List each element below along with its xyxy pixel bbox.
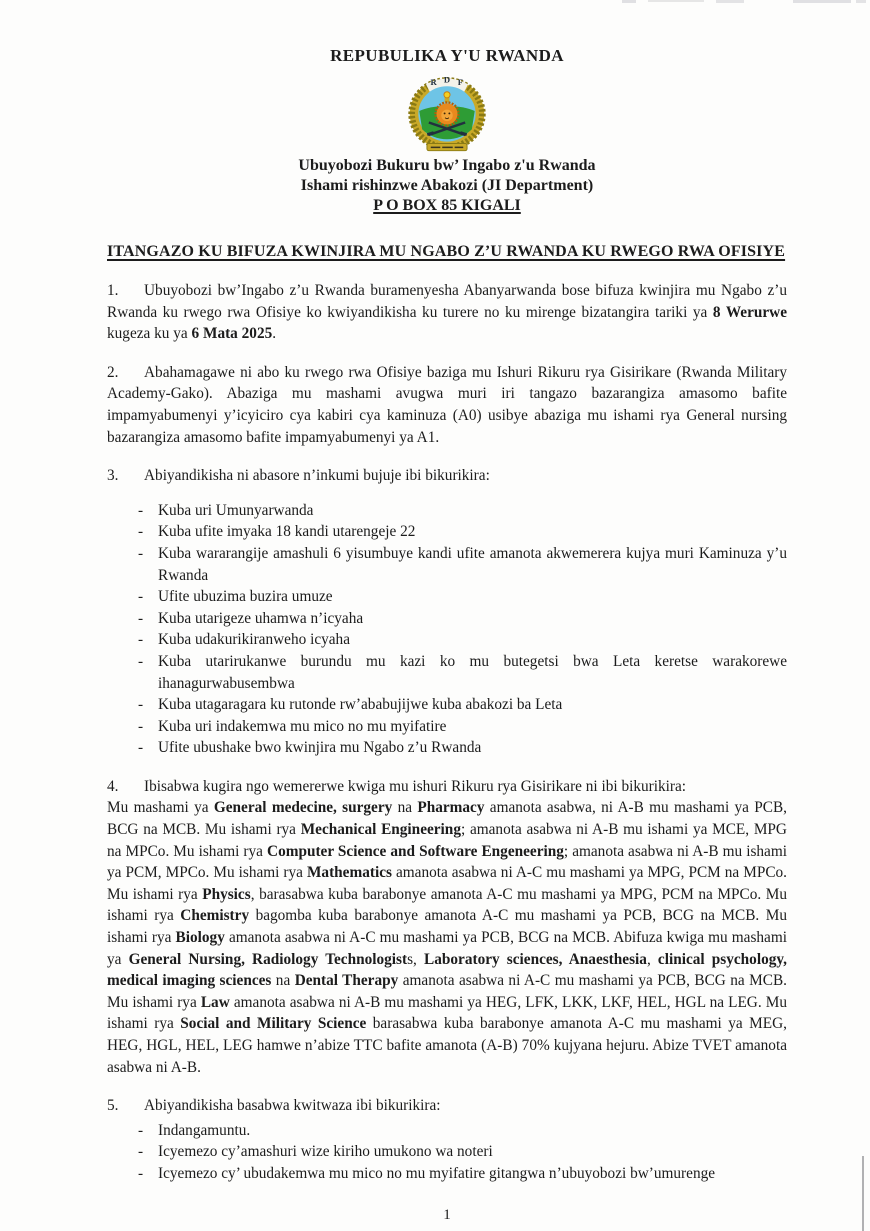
list-item <box>138 716 787 738</box>
list-item-text <box>158 586 787 608</box>
list-item <box>138 500 787 522</box>
text-run: na <box>392 799 418 817</box>
bold-text-run: Physics <box>202 885 251 903</box>
text-run: ; amanota asabwa ni A-B mu ishami ya MCE, MPG na MPCo. Mu ishami rya <box>107 821 787 860</box>
paragraph-number: 1. <box>107 282 119 299</box>
bold-text-run: Laboratory sciences, Anaesthesia <box>424 950 647 968</box>
list-item <box>138 629 787 651</box>
bold-text-run: Mechanical Engineering <box>300 821 461 839</box>
organization-line-2: Ishami rishinzwe Abakozi (JI Department) <box>300 177 594 194</box>
organization-line-1: Ubuyobozi Bukuru bw’ Ingabo z'u Rwanda <box>298 157 596 174</box>
list-item <box>138 694 787 716</box>
numbered-paragraph <box>107 1095 787 1117</box>
text-run: Abiyandikisha basabwa kwitwaza ibi bikurikira: <box>144 1097 441 1115</box>
text-run: amanota asabwa ni A-C mu mashami ya MPG, PCM na MPCo. Mu ishami rya <box>107 864 787 903</box>
text-run: Kuba uri Umunyarwanda <box>158 501 314 519</box>
dash-bullet: - <box>138 631 144 649</box>
dash-bullet: - <box>138 1121 144 1139</box>
bold-text-run: Dental Therapy <box>294 972 399 990</box>
list-item-text <box>158 521 787 543</box>
bullet-list <box>107 1120 787 1185</box>
dash-bullet: - <box>138 717 144 735</box>
scan-artifact-right-edge <box>862 1156 864 1231</box>
text-run: amanota asabwa ni A-C mu mashami ya PCB, BCG na MCB. Abifuza kwiga mu mashami ya <box>107 929 787 968</box>
dash-bullet: - <box>138 523 144 541</box>
dash-bullet: - <box>138 544 144 562</box>
bold-text-run: Biology <box>175 929 225 947</box>
paragraph-number: 2. <box>107 363 119 381</box>
dash-bullet: - <box>138 652 144 670</box>
text-run: Kuba uri indakemwa mu mico no mu myifatire <box>158 717 447 735</box>
list-item <box>138 737 787 759</box>
text-run: s, <box>407 950 425 968</box>
bold-text-run: Computer Science and Software Engeneering <box>267 842 564 860</box>
text-run: Ibisabwa kugira ngo wemererwe kwiga mu ishuri Rikuru rya Gisirikare ni ibi bikurikira: <box>144 777 687 795</box>
text-run: , <box>646 950 658 968</box>
bullet-list <box>107 500 787 759</box>
text-run: . <box>272 325 277 343</box>
bold-text-run: clinical psychology, medical imaging sciences <box>107 950 788 990</box>
text-run: Kuba udakurikiranweho icyaha <box>158 631 350 649</box>
numbered-paragraph <box>107 465 787 487</box>
text-run: Kuba utarirukanwe burundu mu kazi ko mu butegetsi bwa Leta keretse warakorewe ihanagurwabusembwa <box>158 652 787 692</box>
bold-text-run: Law <box>200 993 230 1011</box>
text-run: Mu mashami ya <box>107 799 214 817</box>
bold-text-run: General medecine, surgery <box>213 799 393 817</box>
svg-text:R: R <box>430 77 437 88</box>
page-number: 1 <box>443 1206 451 1223</box>
list-item <box>138 1163 787 1185</box>
bold-text-run: Mathematics <box>306 864 392 882</box>
text-run: barasabwa kuba barabonye amanota A-C mu mashami ya MEG, HEG, HGL, HEL, LEG hamwe n’abize TTC bafite amanota (A-B) 70% kujyana hejuru. Abize TVET amanota asabwa ni A-B. <box>107 1015 787 1076</box>
text-run: amanota asabwa, ni A-B mu mashami ya PCB, BCG na MCB. Mu ishami rya <box>107 799 787 839</box>
list-item <box>138 521 787 543</box>
svg-text:D: D <box>443 74 451 85</box>
dash-bullet: - <box>138 1164 144 1182</box>
numbered-paragraph <box>107 362 787 448</box>
text-run: Ubuyobozi bw’Ingabo z’u Rwanda buramenyesha Abanyarwanda bose bifuza kwinjira mu Ngabo z’u Rwanda ku rwego rwa Ofisiye ko kwiyandikisha ku turere no ku mirenge bizatangira tariki ya <box>107 282 787 321</box>
paragraph-number: 4. <box>107 777 119 795</box>
text-run: Kuba utarigeze uhamwa n’icyaha <box>158 609 364 627</box>
text-run: Icyemezo cy’ ubudakemwa mu mico no mu myifatire gitangwa n’ubuyobozi bw’umurenge <box>158 1164 716 1182</box>
list-item-text <box>158 1163 787 1185</box>
list-item-text <box>158 1141 787 1163</box>
svg-text:F: F <box>457 77 464 88</box>
text-run: amanota asabwa ni A-B mu mashami ya HEG, LFK, LKK, LKF, HEL, HGL na LEG. Mu ishami rya <box>107 993 787 1033</box>
dash-bullet: - <box>138 696 144 714</box>
list-item-text <box>158 629 787 651</box>
list-item-text <box>158 651 787 694</box>
document-content <box>107 0 787 1224</box>
list-item-text <box>158 543 787 586</box>
list-item <box>138 1141 787 1163</box>
text-run: Kuba wararangije amashuli 6 yisumbuye kandi ufite amanota akwemerera kujya muri Kaminuza y’u Rwanda <box>158 544 787 584</box>
text-run: Kuba utagaragara ku rutonde rw’ababujijwe kuba abakozi ba Leta <box>158 696 563 714</box>
dash-bullet: - <box>138 588 144 606</box>
list-item <box>138 1120 787 1142</box>
list-item-text <box>158 716 787 738</box>
text-run: Ufite ubuzima buzira umuze <box>158 588 333 606</box>
list-item-text <box>158 694 787 716</box>
text-run: , barasabwa kuba barabonye amanota A-C mu mashami ya MPG, PCM na MPCo. Mu ishami rya <box>107 885 787 925</box>
bold-text-run: 8 Werurwe <box>712 303 787 321</box>
bold-text-run: General Nursing, Radiology Technologist <box>128 950 408 968</box>
dash-bullet: - <box>138 501 144 519</box>
text-run: Abiyandikisha ni abasore n’inkumi bujuje ibi bikurikira: <box>144 467 490 485</box>
text-run: Icyemezo cy’amashuri wize kiriho umukono wa noteri <box>158 1143 493 1161</box>
numbered-paragraph <box>107 280 787 345</box>
document-body <box>107 280 787 1185</box>
text-run: kugeza ku ya <box>107 325 192 343</box>
paragraph-number: 5. <box>107 1097 119 1115</box>
dash-bullet: - <box>138 1143 144 1161</box>
numbered-paragraph <box>107 776 787 1078</box>
text-run: Indangamuntu. <box>158 1121 251 1139</box>
scan-artifact-top-edge <box>856 0 866 3</box>
po-box-line: P O BOX 85 KIGALI <box>373 197 521 214</box>
text-run: na <box>271 972 295 990</box>
text-run: amanota asabwa ni A-C mu mashami ya PCB, BCG na MCB. Mu ishami rya <box>107 972 787 1011</box>
bold-text-run: 6 Mata 2025 <box>191 325 273 343</box>
text-run: bagomba kuba barabonye amanota A-C mu mashami ya PCB, BCG na MCB. Mu ishami rya <box>107 907 787 947</box>
list-item-text <box>158 608 787 630</box>
scan-artifact-top-edge <box>793 0 851 3</box>
dash-bullet: - <box>138 609 144 627</box>
text-run: ; amanota asabwa ni A-B mu ishami ya PCM, MPCo. Mu ishami rya <box>107 842 787 882</box>
list-item <box>138 543 787 586</box>
bold-text-run: Social and Military Science <box>180 1015 367 1033</box>
text-run: Abahamagawe ni abo ku rwego rwa Ofisiye baziga mu Ishuri Rikuru rya Gisirikare (Rwanda Military Academy-Gako). Abaziga mu mashami avugwa muri iri tangazo bazarangiza amasomo bafite impamyabumenyi y’icyiciro cya kabiri cya kaminuza (A0) usibye abaziga mu ishami rya General nursing bazarangiza amasomo bafite impamyabumenyi ya A1. <box>107 363 787 446</box>
text-run: Kuba ufite imyaka 18 kandi utarengeje 22 <box>158 523 416 541</box>
document-header <box>107 0 787 216</box>
list-item-text <box>158 500 787 522</box>
republic-heading: REPUBULIKA Y'U RWANDA <box>330 46 564 65</box>
document-title: ITANGAZO KU BIFUZA KWINJIRA MU NGABO Z’U RWANDA KU RWEGO RWA OFISIYE <box>107 243 786 260</box>
bold-text-run: Pharmacy <box>417 799 485 817</box>
dash-bullet: - <box>138 739 144 757</box>
list-item <box>138 608 787 630</box>
paragraph-number: 3. <box>107 467 119 485</box>
list-item <box>138 651 787 694</box>
list-item-text <box>158 1120 787 1142</box>
text-run: Ufite ubushake bwo kwinjira mu Ngabo z’u Rwanda <box>158 739 482 757</box>
bold-text-run: Chemistry <box>180 907 250 925</box>
list-item-text <box>158 737 787 759</box>
rwanda-defence-force-emblem-icon <box>398 69 496 155</box>
list-item <box>138 586 787 608</box>
